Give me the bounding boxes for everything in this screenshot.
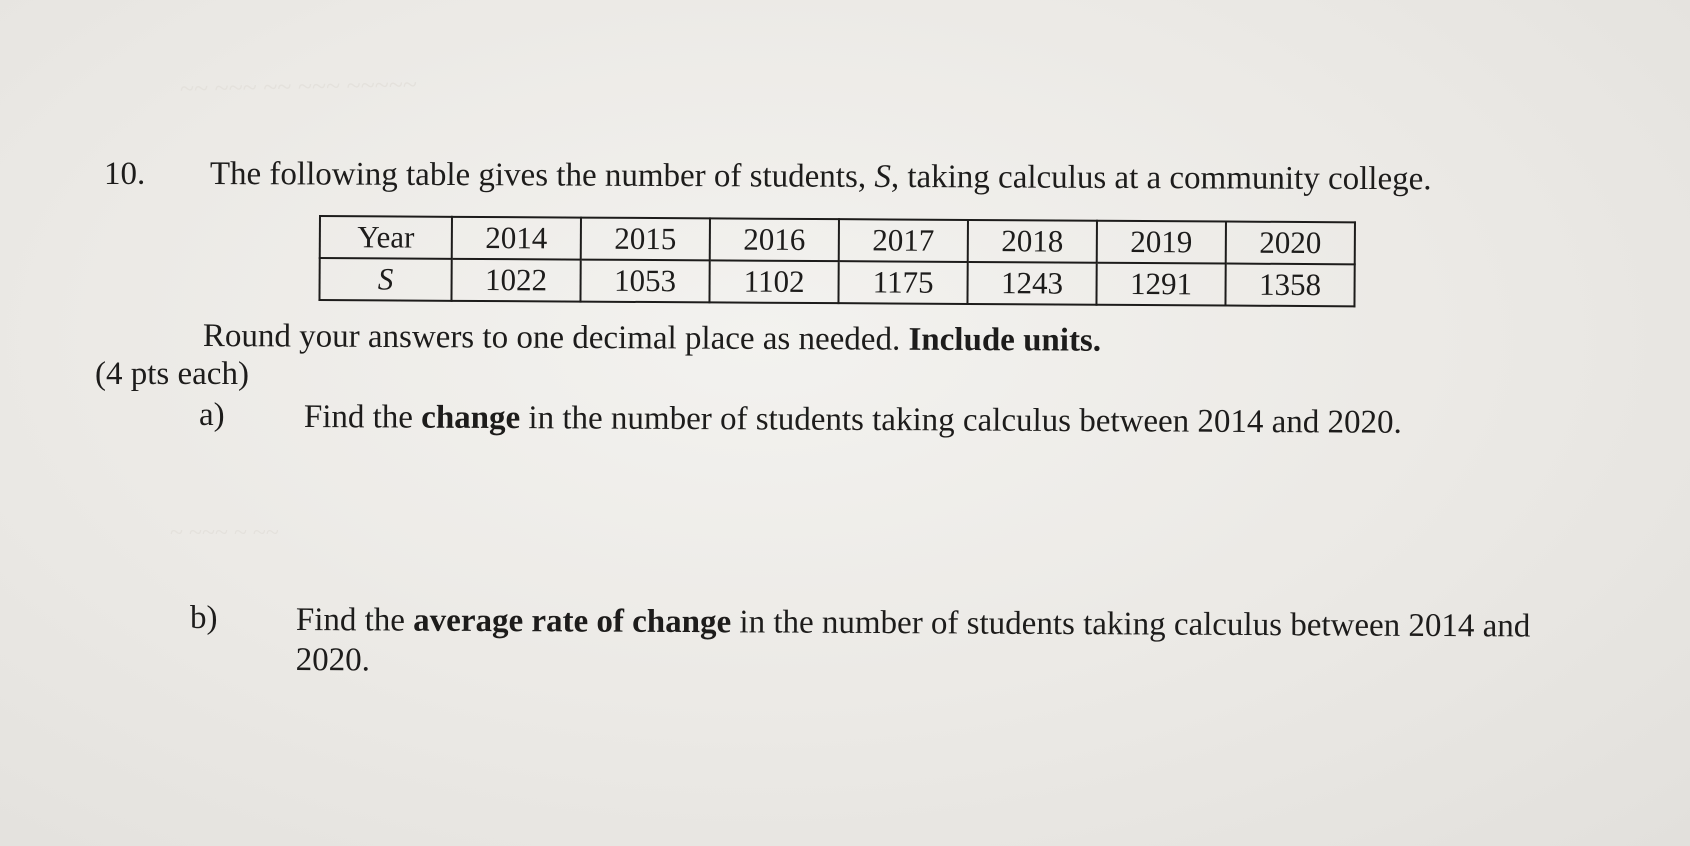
part-a-text-start: Find the [303,398,422,436]
bleed-through-marks: ~~ ~~~ ~~ ~~~ ~~~~~ [179,69,418,104]
rounding-instructions [203,318,1101,360]
part-a-bold: change [421,399,521,437]
year-row [320,216,1355,264]
part-b-label: b) [190,600,218,636]
variable-s: S [874,158,891,195]
question-prompt [210,156,1432,198]
students-header-cell: S [319,258,451,301]
year-cell: 2017 [839,219,968,262]
rounding-text: Round your answers to one decimal place as needed. [202,318,909,358]
bleed-through-marks: ~ ~~~ ~ ~~ [170,520,279,546]
part-a-text-end: in the number of students taking calculus between 2014 and 2020. [520,400,1402,441]
students-cell: 1053 [580,260,709,303]
students-cell: 1358 [1225,264,1354,307]
student-data-table [318,215,1356,307]
students-cell: 1243 [967,262,1096,305]
prompt-text: The following table gives the number of students, [209,156,875,195]
part-a-label: a) [199,397,225,433]
students-cell: 1175 [838,261,967,304]
year-cell: 2016 [710,218,839,261]
part-b-text-start: Find the [295,602,414,639]
students-row [319,258,1354,306]
question-number: 10. [104,156,146,192]
part-b-text-end: in the number of students taking calculus between 2014 and 2020. [295,604,1531,679]
students-cell: 1102 [709,260,838,303]
points-note: (4 pts each) [95,356,249,392]
year-cell: 2020 [1226,222,1355,265]
part-b-question [296,600,1606,687]
part-a-question [304,397,1402,443]
prompt-text-end: , taking calculus at a community college. [890,158,1432,198]
year-header-cell: Year [320,216,452,259]
year-cell: 2018 [968,220,1097,263]
year-cell: 2015 [581,218,710,261]
include-units-text: Include units. [908,321,1102,359]
year-cell: 2014 [452,217,581,260]
students-cell: 1022 [451,259,580,302]
students-cell: 1291 [1096,263,1225,306]
year-cell: 2019 [1097,221,1226,264]
part-b-bold: average rate of change [413,602,732,641]
